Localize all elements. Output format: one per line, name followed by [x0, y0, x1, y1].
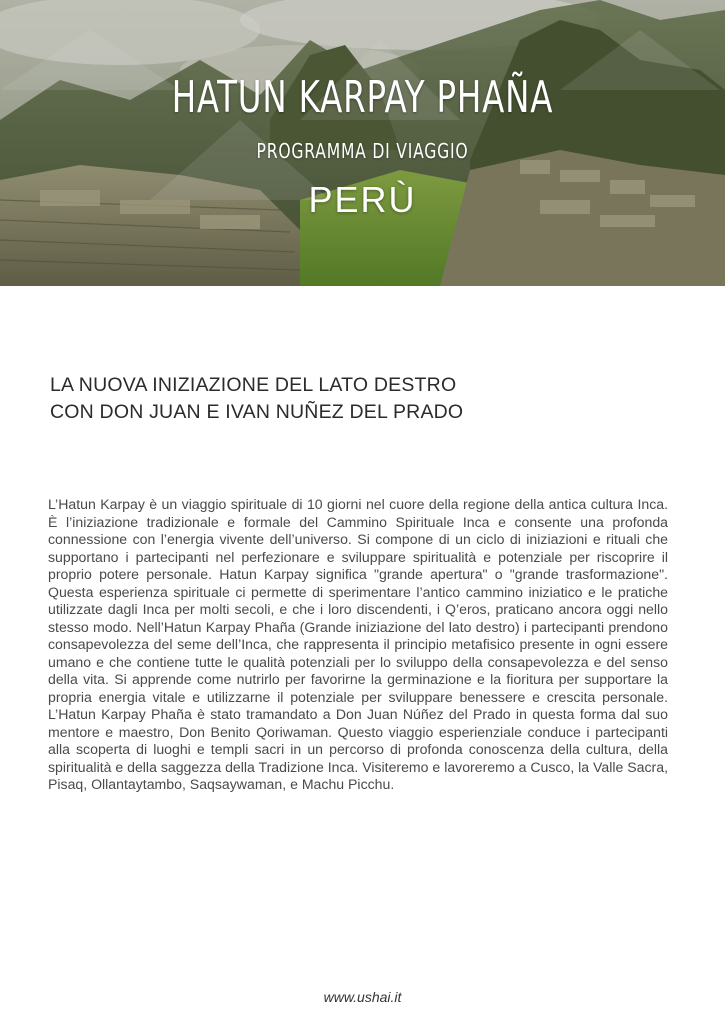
section-heading — [50, 372, 650, 426]
description-paragraph: L’Hatun Karpay è un viaggio spirituale di 10 giorni nel cuore della regione della antica cultura Inca. È l’iniziazione tradizionale e formale del Cammino Spirituale Inca e consente una profonda connessione con l’energia vivente dell’universo. Si compone di un ciclo di iniziazioni e rituali che supportano i partecipanti nel perfezionare e sviluppare spiritualità e potenziale per riscoprire il proprio potere personale. Hatun Karpay significa "grande apertura" o "grande trasformazione". Questa esperienza spirituale ci permette di sperimentare l’antico cammino iniziatico e le pratiche utilizzate dagli Inca per molti secoli, e che i loro discendenti, i Q’eros, praticano ancora oggi nello stesso modo. Nell’Hatun Karpay Phaña (Grande iniziazione del lato destro) i partecipanti prendono consapevolezza del seme dell’Inca, che rappresenta il principio metafisico presente in ogni essere umano e che contiene tutte le qualità potenziali per lo sviluppo della consapevolezza e del senso della vita. Si apprende come nutrirlo per favorirne la germinazione e la fioritura per supportare la propria energia vitale e utilizzarne il potenziale per sviluppare benessere e crescita personale. L’Hatun Karpay Phaña è stato tramandato a Don Juan Núñez del Prado in questa forma dal suo mentore e maestro, Don Benito Qoriwaman. Questo viaggio esperienziale conduce i partecipanti alla scoperta di luoghi e templi sacri in un percorso di profonda conoscenza della cultura, della spiritualità e della saggezza della Tradizione Inca. Visiteremo e lavoreremo a Cusco, la Valle Sacra, Pisaq, Ollantaytambo, Saqsaywaman, e Machu Picchu. — [48, 496, 668, 792]
hero-country: PERÙ — [308, 179, 417, 220]
heading-line-2: CON DON JUAN E IVAN NUÑEZ DEL PRADO — [50, 401, 464, 423]
hero-title: HATUN KARPAY PHAÑA — [171, 72, 554, 123]
footer-website-link[interactable]: www.ushai.it — [323, 989, 402, 1005]
hero-subtitle: PROGRAMMA DI VIAGGIO — [256, 139, 469, 163]
hero-banner — [0, 0, 725, 286]
heading-line-1: LA NUOVA INIZIAZIONE DEL LATO DESTRO — [50, 374, 457, 396]
